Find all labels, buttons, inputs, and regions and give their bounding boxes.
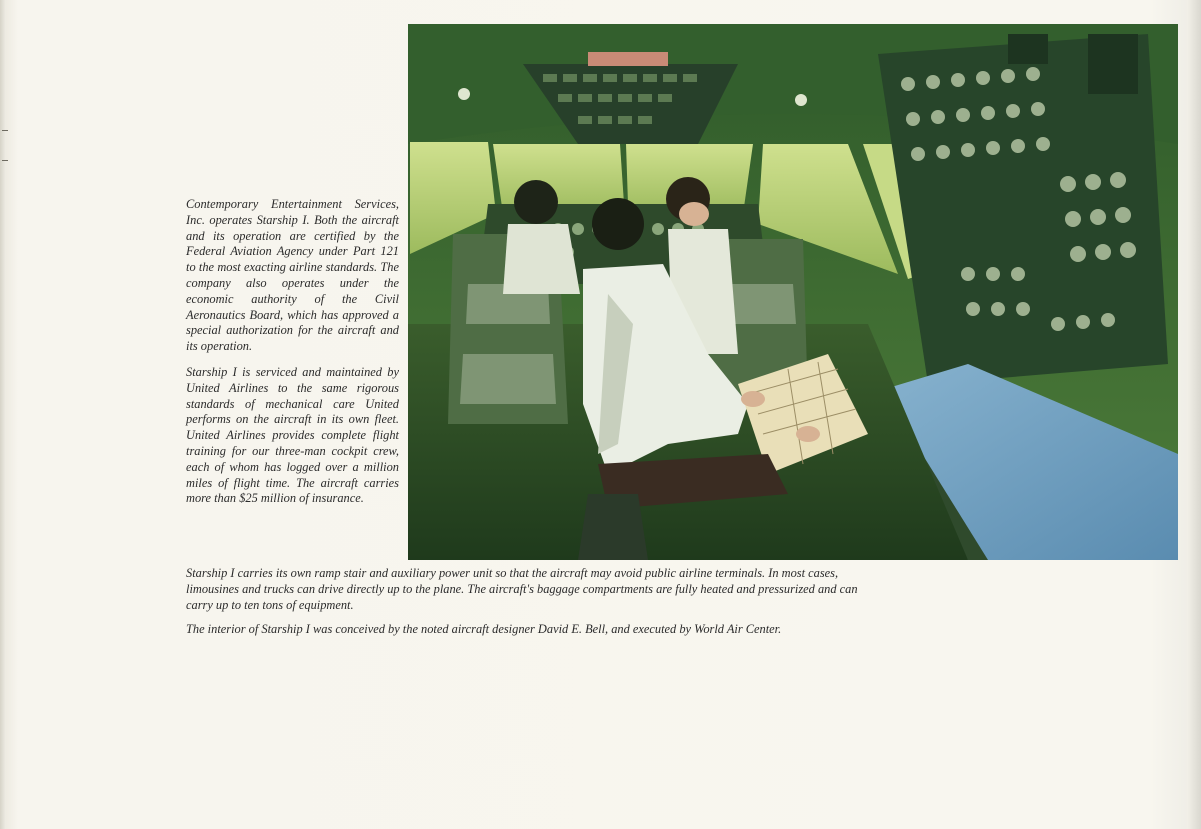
captain-head [514,180,558,224]
page-right-edge [1187,0,1201,829]
binding-mark [2,160,8,161]
circuit-breaker-panel [1088,34,1138,94]
page-left-edge [0,0,6,829]
paragraph-interior-credit: The interior of Starship I was conceived by the noted aircraft designer David E. Bell, and executed by World Air Center. [186,622,782,636]
cockpit-illustration [408,24,1178,560]
cockpit-painting-svg [408,24,1178,560]
overhead-warning-lights [588,52,668,66]
cabin-lamp [795,94,807,106]
paragraph-operator: Contemporary Entertainment Services, Inc. operates Starship I. Both the aircraft and its operation are certified by the Federal Aviation Agency under Part 121 to the most exacting airline standards. The company also operates under the economic authority of the Civil Aeronautics Board, which has approved a special authorization for the aircraft and its operation. [186,197,399,354]
binding-mark [2,130,8,131]
side-text-column [186,197,399,517]
circuit-breaker-panel [1008,34,1048,64]
bottom-text-block [186,565,876,645]
cabin-lamp [458,88,470,100]
engineer-head [592,198,644,250]
paragraph-ramp-stair: Starship I carries its own ramp stair and auxiliary power unit so that the aircraft may avoid public airline terminals. In most cases, limousines and trucks can drive directly up to the plane. The aircraft's baggage compartments are fully heated and pressurized and can carry up to ten tons of equipment. [186,566,858,612]
paragraph-maintenance: Starship I is serviced and maintained by United Airlines to the same rigorous standards of mechanical care United performs on the aircraft in its own fleet. United Airlines provides complete flight training for our three-man cockpit crew, each of whom has logged over a million miles of flight time. The aircraft carries more than $25 million of insurance. [186,364,399,506]
captain-shirt [503,224,580,294]
captain-seat-cushion [460,354,556,404]
